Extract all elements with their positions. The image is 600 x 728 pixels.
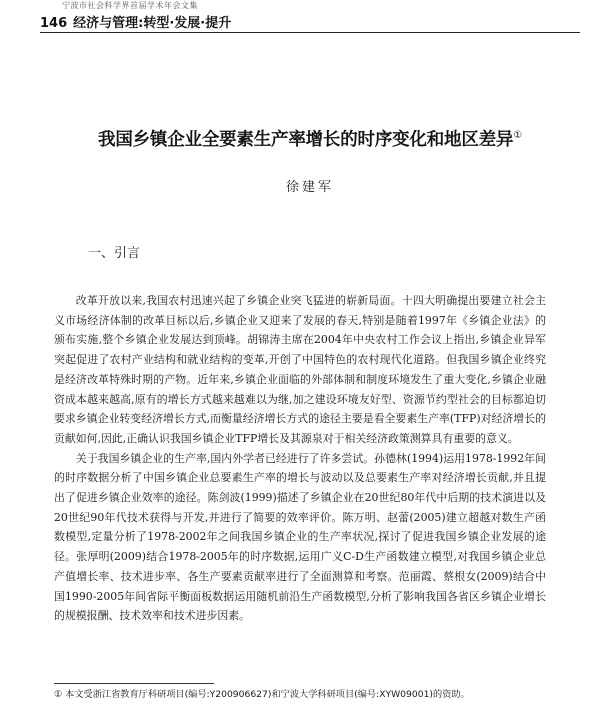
paragraph-2: 关于我国乡镇企业的生产率,国内外学者已经进行了许多尝试。孙德林(1994)运用1978-1992年间的时序数据分析了中国乡镇企业总要素生产率的增长与波动以及总要素生产率对经济增长贡献,并且提出了促进乡镇企业效率的途径。陈剑波(1999)描述了乡镇企业在20世纪80年代中后期的技术演进以及20世纪90年代技术获得与开发,并进行了简要的效率评价。陈万明、赵蕾(2005)建立超越对数生产函数模型,定量分析了1978-2002年之间我国乡镇企业的生产率状况,探讨了促进我国乡镇企业发展的途径。张厚明(2009)结合1978-2005年的时序数据,运用广义C-D生产函数建立模型,对我国乡镇企业总产值增长率、技术进步率、各生产要素贡献率进行了全面测算和考察。范丽霞、蔡根女(2009)结合中国1990-2005年间省际平衡面板数据运用随机前沿生产函数模型,分析了影响我国各省区乡镇企业增长的规模报酬、技术效率和技术进步因素。 [54,451,546,623]
article-body [54,291,546,626]
page-number: 146 [40,16,68,31]
article-title-text: 我国乡镇企业全要素生产率增长的时序变化和地区差异 [98,130,514,150]
header-divider [40,32,580,33]
article-title [40,126,580,151]
running-header [40,12,580,31]
paragraph-1: 改革开放以来,我国农村迅速兴起了乡镇企业突飞猛进的崭新局面。十四大明确提出要建立社会主义市场经济体制的改革目标以后,乡镇企业又迎来了发展的春天,特别是随着1997年《乡镇企业法》的颁布实施,整个乡镇企业发展达到顶峰。胡锦涛主席在2004年中央农村工作会议上指出,乡镇企业异军突起促进了农村产业结构和就业结构的变革,开创了中国特色的农村现代化道路。但我国乡镇企业终究是经济改革特殊时期的产物。近年来,乡镇企业面临的外部体制和制度环境发生了重大变化,乡镇企业融资成本越来越高,原有的增长方式越来越难以为继,加之建设环境友好型、资源节约型社会的目标都迫切要求乡镇企业转变经济增长方式,而衡量经济增长方式的途径主要是看全要素生产率(TFP)对经济增长的贡献如何,因此,正确认识我国乡镇企业TFP增长及其源泉对于相关经济政策测算具有重要的意义。 [54,294,546,445]
running-top-note: 宁波市社会科学界首届学术年会文集 [62,1,198,10]
footnote-divider [54,683,214,684]
footnote: ① 本文受浙江省教育厅科研项目(编号:Y200906627)和宁波大学科研项目(编号:XYW09001)的资助。 [54,689,470,700]
section-heading: 一、引言 [88,246,141,261]
book-title: 经济与管理:转型·发展·提升 [73,16,232,31]
title-footnote-mark: ① [513,130,522,142]
author-name: 徐建军 [285,180,334,195]
